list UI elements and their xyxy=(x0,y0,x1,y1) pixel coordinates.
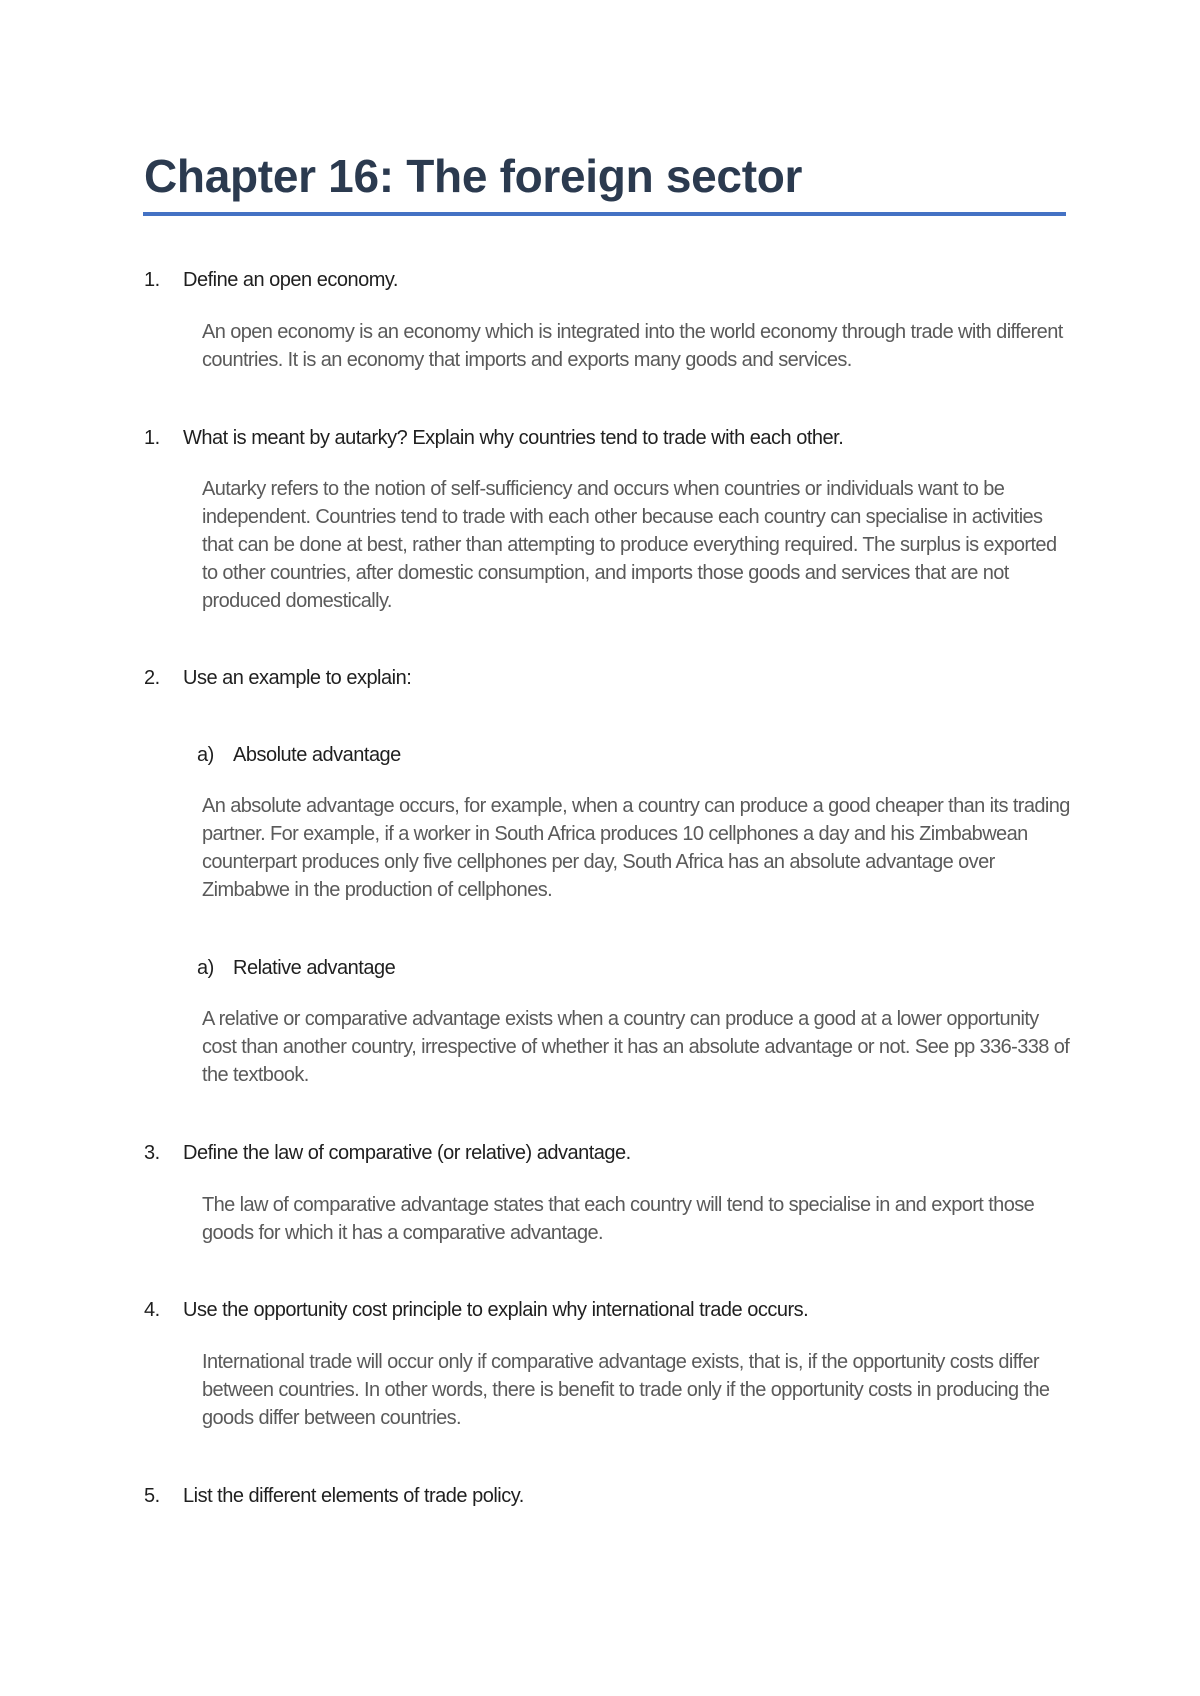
answer-paragraph: An open economy is an economy which is integrated into the world economy through trade with different countries. It is an economy that imports and exports many goods and services. xyxy=(202,321,1063,371)
sub-question-text: Relative advantage xyxy=(233,957,396,979)
answer-paragraph: An absolute advantage occurs, for example, when a country can produce a good cheaper than its trading partner. For example, if a worker in South Africa produces 10 cellphones a day and his Zimbabwean counterpart produces only five cellphones per day, South Africa has an absolute advantage over Zimbabwe in the production of cellphones. xyxy=(202,795,1070,901)
sub-question-item xyxy=(197,741,1057,769)
sub-question-text: Absolute advantage xyxy=(233,744,401,766)
question-number: 1. xyxy=(144,269,160,291)
question-text: Define the law of comparative (or relative) advantage. xyxy=(183,1142,631,1164)
answer-paragraph: Autarky refers to the notion of self-sufficiency and occurs when countries or individuals want to be independent. Countries tend to trade with each other because each country can specialise in activities that can be done at best, rather than attempting to produce everything required. The surplus is exported to other countries, after domestic consumption, and imports those goods and services that are not produced domestically. xyxy=(202,478,1057,612)
sub-question-letter: a) xyxy=(197,744,214,766)
question-text: Use an example to explain: xyxy=(183,667,412,689)
question-text: Use the opportunity cost principle to explain why international trade occurs. xyxy=(183,1299,809,1321)
question-number: 5. xyxy=(144,1485,160,1507)
question-text: List the different elements of trade policy. xyxy=(183,1485,524,1507)
question-number: 3. xyxy=(144,1142,160,1164)
question-item xyxy=(144,1296,1064,1324)
question-number: 2. xyxy=(144,667,160,689)
question-text: Define an open economy. xyxy=(183,269,398,291)
answer-paragraph: A relative or comparative advantage exists when a country can produce a good at a lower opportunity cost than another country, irrespective of whether it has an absolute advantage or not. See pp 336-338 of the textbook. xyxy=(202,1008,1070,1086)
question-item xyxy=(144,424,1064,452)
answer-paragraph: International trade will occur only if comparative advantage exists, that is, if the opportunity costs differ between countries. In other words, there is benefit to trade only if the opportunity costs in producing the goods differ between countries. xyxy=(202,1351,1050,1429)
question-number: 4. xyxy=(144,1299,160,1321)
sub-question-letter: a) xyxy=(197,957,214,979)
page-title: Chapter 16: The foreign sector xyxy=(144,150,803,202)
title-underline xyxy=(143,212,1066,216)
question-number: 1. xyxy=(144,427,160,449)
answer-paragraph: The law of comparative advantage states that each country will tend to specialise in and export those goods for which it has a comparative advantage. xyxy=(202,1194,1035,1244)
question-item xyxy=(144,266,1064,294)
sub-question-item xyxy=(197,954,1057,982)
question-text: What is meant by autarky? Explain why countries tend to trade with each other. xyxy=(183,427,844,449)
question-item xyxy=(144,1139,1064,1167)
question-item xyxy=(144,664,1064,692)
question-item xyxy=(144,1482,1064,1510)
